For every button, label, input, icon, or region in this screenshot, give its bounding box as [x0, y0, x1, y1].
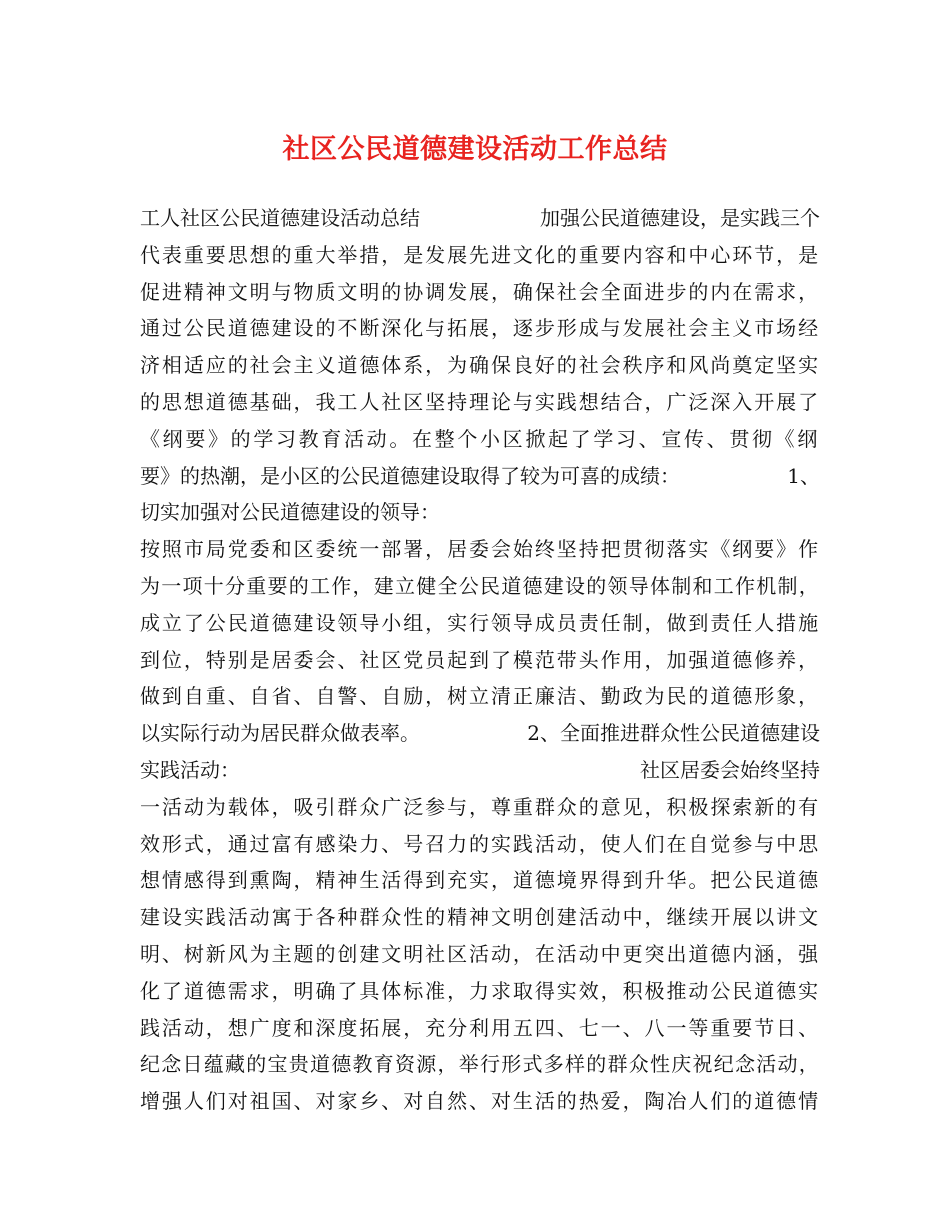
text-segment: 以实际行动为居民群众做表率。	[140, 721, 420, 746]
text-segment: 要》的热潮，是小区的公民道德建设取得了较为可喜的成绩：	[140, 463, 680, 488]
text-segment: 代表重要思想的重大举措，是发展先进文化的重要内容和中心环节，是	[140, 242, 820, 267]
text-line	[140, 899, 820, 936]
text-segment: 纪念日蕴藏的宝贵道德教育资源，举行形式多样的群众性庆祝纪念活动，	[140, 1052, 820, 1077]
text-segment: 一活动为载体，吸引群众广泛参与，尊重群众的意见，积极探索新的有	[140, 794, 820, 819]
text-line	[140, 568, 820, 605]
text-line	[140, 347, 820, 384]
text-segment: 促进精神文明与物质文明的协调发展，确保社会全面进步的内在需求，	[140, 279, 820, 304]
text-line	[140, 862, 820, 899]
text-segment: 想情感得到熏陶，精神生活得到充实，道德境界得到升华。把公民道德	[140, 868, 820, 893]
text-segment: 明、树新风为主题的创建文明社区活动，在活动中更突出道德内涵，强	[140, 941, 820, 966]
text-segment: 化了道德需求，明确了具体标准，力求取得实效，积极推动公民道德实	[140, 978, 820, 1003]
text-segment: 践活动，想广度和深度拓展，充分利用五四、七一、八一等重要节日、	[140, 1015, 820, 1040]
document-title: 社区公民道德建设活动工作总结	[282, 134, 668, 165]
text-line	[140, 494, 820, 531]
text-segment: 增强人们对祖国、对家乡、对自然、对生活的热爱，陶冶人们的道德情	[140, 1089, 820, 1114]
text-segment: 通过公民道德建设的不断深化与拓展，逐步形成与发展社会主义市场经	[140, 316, 820, 341]
document-body	[140, 200, 820, 1120]
text-line	[140, 678, 820, 715]
text-line	[140, 421, 820, 458]
text-segment: 工人社区公民道德建设活动总结	[140, 206, 420, 230]
text-line	[140, 752, 820, 789]
text-segment: 按照市局党委和区委统一部署，居委会始终坚持把贯彻落实《纲要》作	[140, 537, 820, 562]
text-line	[140, 973, 820, 1010]
text-line	[140, 458, 820, 495]
text-segment: 切实加强对公民道德建设的领导：	[140, 500, 440, 525]
text-line	[140, 200, 820, 237]
text-segment: 到位，特别是居委会、社区党员起到了模范带头作用，加强道德修养，	[140, 647, 820, 672]
text-line	[140, 237, 820, 274]
text-line	[140, 715, 820, 752]
text-line	[140, 1010, 820, 1047]
text-segment: 2、全面推进群众性公民道德建设	[527, 721, 820, 746]
text-segment: 实践活动：	[140, 757, 240, 782]
text-segment: 建设实践活动寓于各种群众性的精神文明创建活动中，继续开展以讲文	[140, 905, 820, 930]
text-line	[140, 531, 820, 568]
text-line	[140, 384, 820, 421]
text-segment: 社区居委会始终坚持	[640, 757, 820, 782]
text-line	[140, 274, 820, 311]
text-segment: 的思想道德基础，我工人社区坚持理论与实践想结合，广泛深入开展了	[140, 389, 820, 414]
text-line	[140, 642, 820, 679]
text-segment: 做到自重、自省、自警、自励，树立清正廉洁、勤政为民的道德形象，	[140, 684, 820, 709]
text-line	[140, 789, 820, 826]
text-segment: 济相适应的社会主义道德体系，为确保良好的社会秩序和风尚奠定坚实	[140, 353, 820, 378]
text-segment: 加强公民道德建设，是实践三个	[540, 206, 820, 230]
text-line	[140, 1046, 820, 1083]
text-line	[140, 310, 820, 347]
text-segment: 成立了公民道德建设领导小组，实行领导成员责任制，做到责任人措施	[140, 610, 820, 635]
text-line	[140, 1083, 820, 1120]
text-segment: 《纲要》的学习教育活动。在整个小区掀起了学习、宣传、贯彻《纲	[140, 426, 820, 451]
text-line	[140, 605, 820, 642]
text-segment: 效形式，通过富有感染力、号召力的实践活动，使人们在自觉参与中思	[140, 831, 820, 856]
text-line	[140, 826, 820, 863]
text-segment: 为一项十分重要的工作，建立健全公民道德建设的领导体制和工作机制，	[140, 573, 820, 598]
text-segment: 1、	[787, 463, 820, 488]
text-line	[140, 936, 820, 973]
